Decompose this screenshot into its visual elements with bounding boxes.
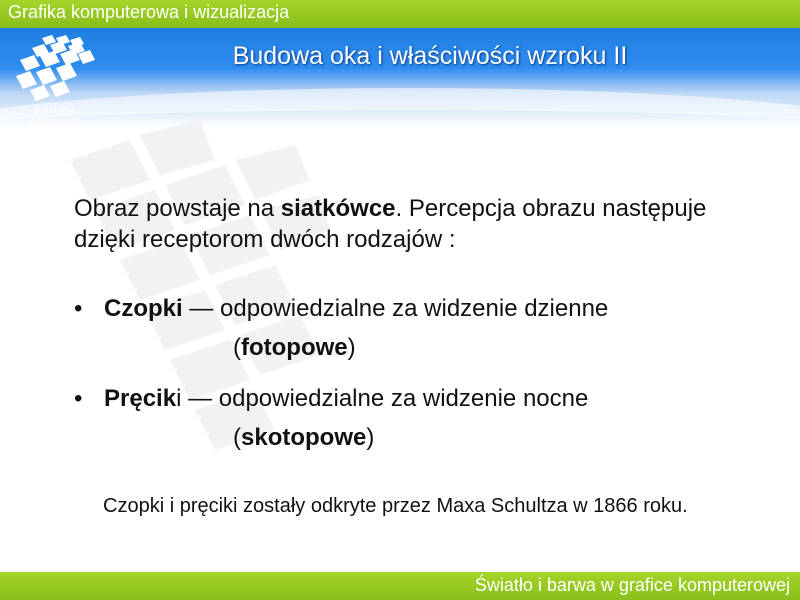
bullet-term-suffix: i: [176, 385, 182, 412]
bullet-qualifier-skotopowe: [233, 424, 374, 452]
qualifier-term: fotopowe: [241, 334, 348, 361]
bullet-term: Czopki: [104, 295, 183, 322]
paren-open: (: [233, 334, 241, 361]
bottom-bar: [0, 572, 800, 600]
bullet-description: — odpowiedzialne za widzenie nocne: [181, 385, 589, 412]
course-title: Grafika komputerowa i wizualizacja: [8, 2, 290, 22]
paren-close: ): [366, 424, 375, 451]
lecture-title: Światło i barwa w grafice komputerowej: [474, 575, 790, 595]
bullet-term: Pręcik: [104, 385, 177, 412]
paren-close: ): [347, 334, 356, 361]
bullet-symbol: •: [74, 385, 83, 412]
logo-text-line1: E-STUDIA: [33, 106, 77, 116]
logo-text-line2: INFORMATYCZNE: [29, 119, 81, 125]
bullet-symbol: •: [74, 295, 83, 322]
intro-paragraph: [74, 193, 714, 255]
slide-title: Budowa oka i właściwości wzroku II: [232, 42, 628, 70]
paren-open: (: [233, 424, 241, 451]
bullet-qualifier-fotopowe: [233, 334, 356, 362]
bullet-item-czopki: [74, 295, 608, 323]
bullet-description: — odpowiedzialne za widzenie dzienne: [182, 295, 609, 322]
bullet-item-preciki: [74, 385, 588, 413]
qualifier-term: skotopowe: [241, 424, 367, 451]
intro-bold-term: siatkówce: [280, 195, 396, 222]
footnote-text: Czopki i pręciki zostały odkryte przez Maxa Schultza w 1866 roku.: [103, 495, 688, 517]
intro-text-2: . Percepcja obrazu następuje dzięki receptorom dwóch rodzajów :: [74, 195, 707, 253]
intro-text-1: Obraz powstaje na: [74, 195, 281, 222]
